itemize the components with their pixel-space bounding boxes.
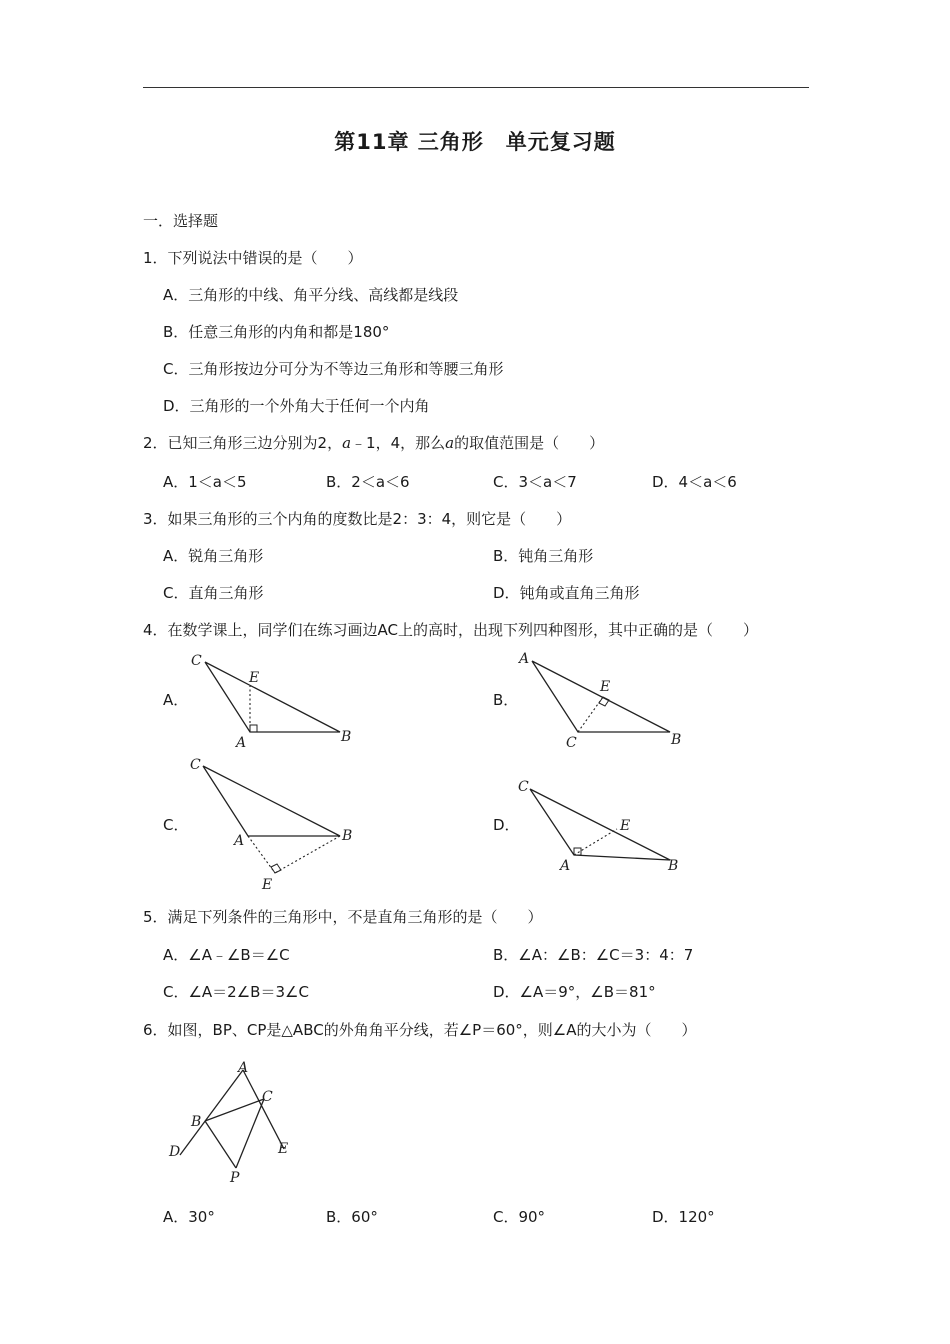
q6-option-c: C．90° [493,1208,546,1226]
q1-stem: 1．下列说法中错误的是（ ） [143,249,363,267]
q2-option-d: D．4＜a＜6 [652,473,737,491]
q1-option-d: D．三角形的一个外角大于任何一个内角 [163,397,430,415]
section-heading: 一．选择题 [143,212,219,230]
label-a: A [238,1060,249,1076]
label-e: E [600,679,611,695]
q2-option-b: B．2＜a＜6 [326,473,410,491]
label-a: A [236,735,247,751]
label-c: C [190,757,201,773]
q3-option-b: B．钝角三角形 [493,547,594,565]
q3-option-a: A．锐角三角形 [163,547,264,565]
q4-stem: 4．在数学课上，同学们在练习画边AC上的高时，出现下列四种图形，其中正确的是（ ） [143,621,759,639]
q5-option-c: C．∠A＝2∠B＝3∠C [163,983,309,1001]
q3-option-c: C．直角三角形 [163,584,264,602]
label-b: B [671,732,682,748]
label-e: E [620,818,631,834]
q1-option-c: C．三角形按边分可分为不等边三角形和等腰三角形 [163,360,504,378]
q5-option-a: A．∠A﹣∠B＝∠C [163,946,290,964]
q3-option-d: D．钝角或直角三角形 [493,584,640,602]
q4-figure-a [185,648,360,753]
label-c: C [566,735,577,751]
label-c: C [191,653,202,669]
q6-stem: 6．如图，BP、CP是△ABC的外角角平分线，若∠P＝60°，则∠A的大小为（ ） [143,1021,697,1039]
q4-figure-d [510,772,690,877]
q6-option-a: A．30° [163,1208,215,1226]
label-e: E [249,670,260,686]
label-b: B [342,828,353,844]
label-e: E [278,1141,289,1157]
q5-option-d: D．∠A＝9°，∠B＝81° [493,983,656,1001]
label-p: P [230,1170,240,1186]
label-a: A [234,833,245,849]
q1-option-a: A．三角形的中线、角平分线、高线都是线段 [163,286,459,304]
q6-figure [160,1052,300,1192]
q4-figure-b [510,646,690,756]
q2-option-c: C．3＜a＜7 [493,473,577,491]
header-rule [143,87,809,88]
q6-option-d: D．120° [652,1208,715,1226]
q4-option-c: C． [163,816,189,834]
q3-stem: 3．如果三角形的三个内角的度数比是2：3：4，则它是（ ） [143,510,572,528]
label-c: C [262,1089,273,1105]
q1-option-b: B．任意三角形的内角和都是180° [163,323,390,341]
q4-figure-c [185,752,360,897]
q4-option-d: D． [493,816,520,834]
page-title: 第11章 三角形 单元复习题 [334,130,616,154]
q5-option-b: B．∠A：∠B：∠C＝3：4：7 [493,946,694,964]
label-d: D [169,1144,181,1160]
q6-option-b: B．60° [326,1208,378,1226]
label-a: A [560,858,571,874]
label-e: E [262,877,273,893]
q2-option-a: A．1＜a＜5 [163,473,247,491]
q4-option-b: B． [493,691,519,709]
q2-stem: 2．已知三角形三边分别为2，a﹣1，4，那么a的取值范围是（ ） [143,434,605,452]
q4-option-a: A． [163,691,189,709]
q5-stem: 5．满足下列条件的三角形中，不是直角三角形的是（ ） [143,908,543,926]
label-b: B [191,1114,202,1130]
label-a: A [519,651,530,667]
label-b: B [668,858,679,874]
label-c: C [518,779,529,795]
label-b: B [341,729,352,745]
